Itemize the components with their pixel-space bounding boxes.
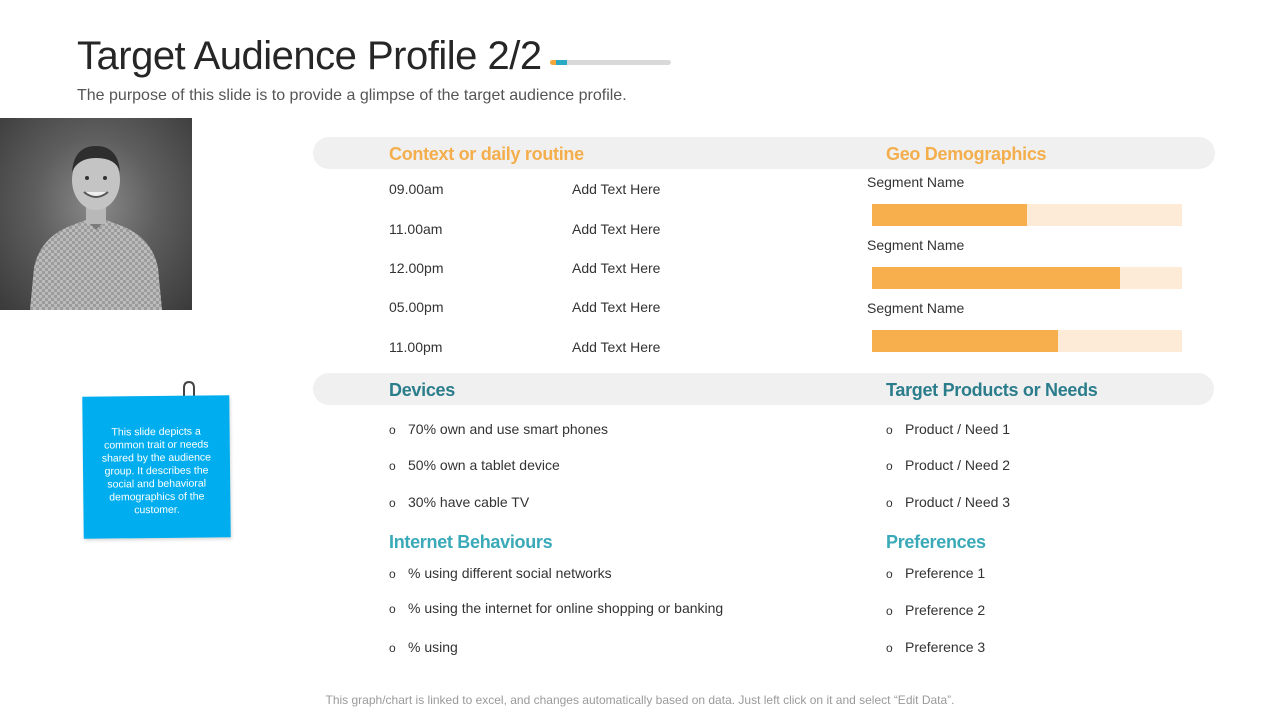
list-item: o Product / Need 3 (886, 494, 1011, 510)
sticky-note (82, 395, 230, 539)
list-item: o % using different social networks (389, 565, 612, 581)
context-text: Add Text Here (572, 221, 661, 237)
context-header: Context or daily routine (389, 144, 584, 164)
sticky-note-text: This slide depicts a common trait or needs shared by the audience group. It describes the social and behavioral demographics of the customer. (101, 425, 212, 517)
segment-label: Segment Name (867, 237, 965, 253)
bullet-icon: o (389, 496, 396, 510)
bullet-icon: o (886, 423, 893, 437)
bullet-icon: o (389, 602, 396, 616)
context-text: Add Text Here (572, 299, 661, 315)
context-text: Add Text Here (572, 260, 661, 276)
list-item: o % using the internet for online shopping or banking (389, 600, 724, 616)
products-header: Target Products or Needs (886, 380, 1098, 400)
bullet-icon: o (389, 567, 396, 581)
bullet-icon: o (389, 423, 396, 437)
list-item: o Preference 3 (886, 639, 986, 655)
context-time: 11.00pm (389, 339, 443, 355)
segment-bar (872, 330, 1182, 352)
internet-header: Internet Behaviours (389, 532, 553, 552)
bullet-icon: o (886, 641, 893, 655)
list-item: o Product / Need 1 (886, 421, 1011, 437)
profile-photo (0, 118, 192, 310)
page-title: Target Audience Profile 2/2 (77, 34, 542, 78)
context-time: 11.00am (389, 221, 443, 237)
context-time: 09.00am (389, 181, 444, 197)
segment-bar-fill (872, 267, 1120, 289)
list-item: o 70% own and use smart phones (389, 421, 609, 437)
list-item: o % using (389, 639, 458, 655)
context-time: 12.00pm (389, 260, 444, 276)
page-subtitle: The purpose of this slide is to provide a glimpse of the target audience profile. (77, 87, 627, 104)
context-time: 05.00pm (389, 299, 444, 315)
segment-label: Segment Name (867, 300, 965, 316)
list-item: o 30% have cable TV (389, 494, 530, 510)
list-item: o Preference 2 (886, 602, 986, 618)
bullet-icon: o (389, 641, 396, 655)
segment-bar (872, 267, 1182, 289)
bullet-icon: o (886, 567, 893, 581)
footer-note: This graph/chart is linked to excel, and changes automatically based on data. Just left click on it and select “Edit Data”. (325, 693, 955, 707)
geo-header: Geo Demographics (886, 144, 1047, 164)
segment-bar (872, 204, 1182, 226)
list-item: o Preference 1 (886, 565, 986, 581)
bullet-icon: o (389, 459, 396, 473)
list-item: o Product / Need 2 (886, 457, 1011, 473)
context-text: Add Text Here (572, 339, 661, 355)
bullet-icon: o (886, 459, 893, 473)
segment-label: Segment Name (867, 174, 965, 190)
segment-bar-fill (872, 204, 1027, 226)
segment-bar-fill (872, 330, 1058, 352)
list-item: o 50% own a tablet device (389, 457, 560, 473)
preferences-header: Preferences (886, 532, 986, 552)
devices-header: Devices (389, 380, 455, 400)
bullet-icon: o (886, 604, 893, 618)
bullet-icon: o (886, 496, 893, 510)
context-text: Add Text Here (572, 181, 661, 197)
title-accent-bar (550, 60, 671, 65)
